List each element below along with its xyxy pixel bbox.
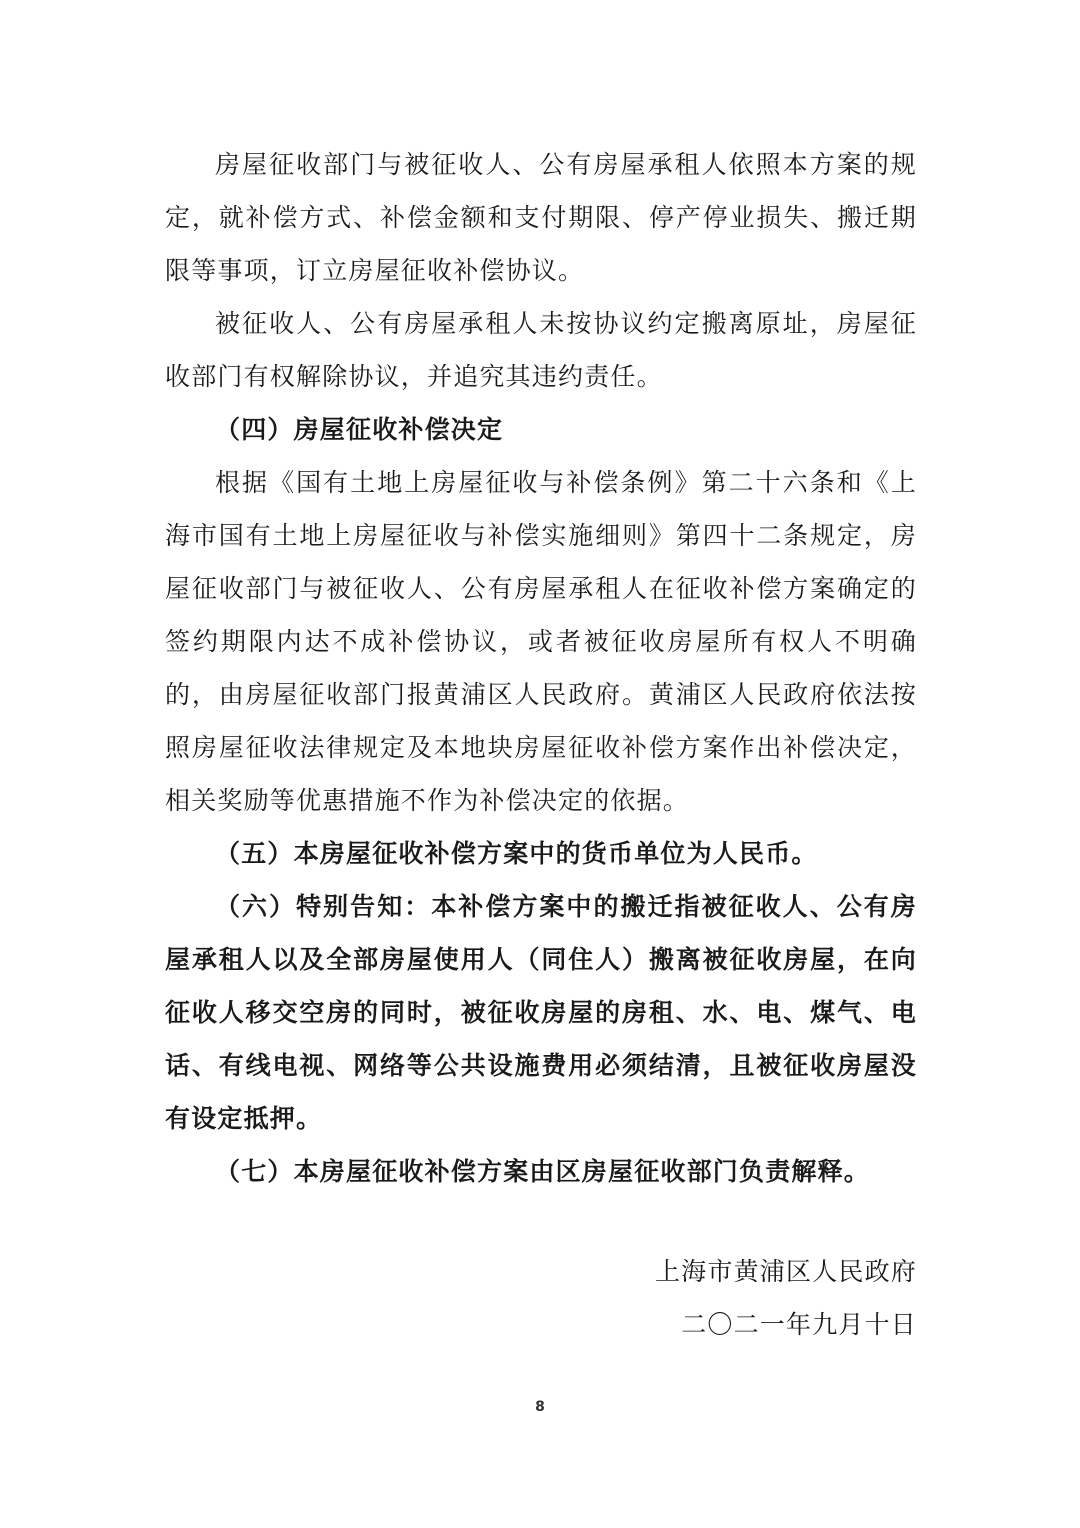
paragraph-breach: 被征收人、公有房屋承租人未按协议约定搬离原址，房屋征收部门有权解除协议，并追究其违约责任。 [165,309,917,391]
paragraph-decision-basis: 根据《国有土地上房屋征收与补偿条例》第二十六条和《上海市国有土地上房屋征收与补偿实施细则》第四十二条规定，房屋征收部门与被征收人、公有房屋承租人在征收补偿方案确定的签约期限内达不成补偿协议，或者被征收房屋所有权人不明确的，由房屋征收部门报黄浦区人民政府。黄浦区人民政府依法按照房屋征收法律规定及本地块房屋征收补偿方案作出补偿决定，相关奖励等优惠措施不作为补偿决定的依据。 [165,468,917,815]
issue-date: 二〇二一年九月十日 [681,1310,917,1339]
issuer-name: 上海市黄浦区人民政府 [654,1257,917,1286]
signature-block [655,1245,917,1351]
paragraph-currency-unit: （五）本房屋征收补偿方案中的货币单位为人民币。 [215,839,818,868]
page-number: 8 [535,1399,545,1415]
paragraph-interpretation: （七）本房屋征收补偿方案由区房屋征收部门负责解释。 [215,1157,871,1186]
paragraph-agreement: 房屋征收部门与被征收人、公有房屋承租人依照本方案的规定，就补偿方式、补偿金额和支付期限、停产停业损失、搬迁期限等事项，订立房屋征收补偿协议。 [165,150,917,285]
paragraph-special-notice: （六）特别告知：本补偿方案中的搬迁指被征收人、公有房屋承租人以及全部房屋使用人（同住人）搬离被征收房屋，在向征收人移交空房的同时，被征收房屋的房租、水、电、煤气、电话、有线电视、网络等公共设施费用必须结清，且被征收房屋没有设定抵押。 [165,892,917,1133]
section-heading-compensation-decision: （四）房屋征收补偿决定 [215,415,504,444]
document-body [165,138,917,1198]
